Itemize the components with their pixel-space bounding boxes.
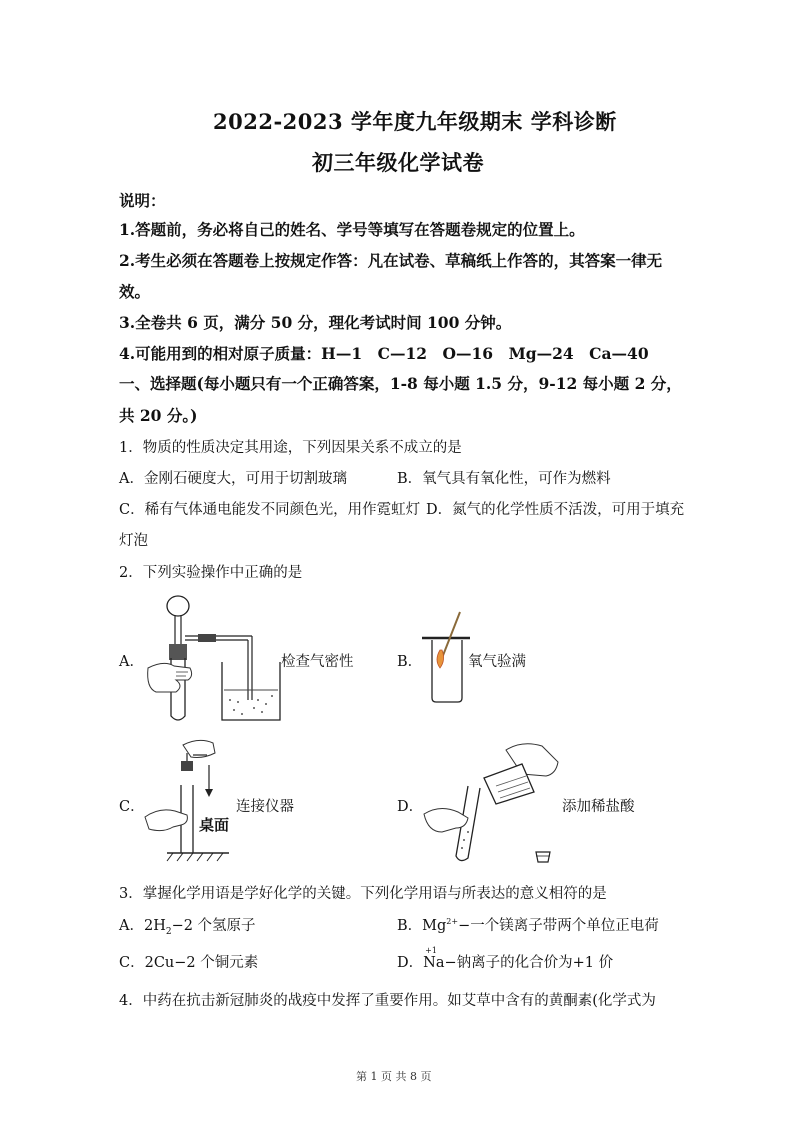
q2-caption-b: 氧气验满: [468, 654, 526, 670]
q3-option-d: [397, 946, 614, 972]
q3-option-b-pre: B．Mg: [397, 918, 447, 934]
q3-option-d-symbol: Na: [423, 955, 445, 971]
q1-option-d: D．氮气的化学性质不活泼，可用于填充: [426, 502, 685, 518]
q2-label-c: C．: [119, 799, 145, 815]
instruction-4: 4.可能用到的相对原子质量：H—1 C—12 O—16 Mg—24 Ca—40: [119, 344, 649, 363]
q3-option-b: [397, 914, 659, 935]
desk-label: 桌面: [199, 816, 230, 834]
page-footer: 第 1 页 共 8 页: [356, 1070, 432, 1083]
exam-title: 2022-2023 学年度九年级期末 学科诊断: [213, 109, 617, 134]
q1-option-a: A．金刚石硬度大，可用于切割玻璃: [119, 471, 347, 487]
q3-option-c: C．2Cu−2 个铜元素: [119, 955, 259, 971]
instruction-2: 2.考生必须在答题卷上按规定作答：凡在试卷、草稿纸上作答的，其答案一律无: [119, 251, 663, 270]
instructions-heading: 说明：: [119, 191, 166, 210]
q3-option-a: [119, 914, 256, 935]
connect-apparatus-figure: [143, 735, 233, 865]
airtightness-check-figure: [140, 592, 282, 726]
q3-option-a-pre: A．2H: [119, 918, 166, 934]
section-heading: 一、选择题(每小题只有一个正确答案，1-8 每小题 1.5 分，9-12 每小题 2 分，: [119, 374, 682, 393]
q2-caption-c: 连接仪器: [236, 799, 294, 815]
q2-label-b: B．: [397, 654, 423, 670]
instruction-3: 3.全卷共 6 页，满分 50 分，理化考试时间 100 分钟。: [119, 313, 512, 332]
q2-stem: 2．下列实验操作中正确的是: [119, 565, 303, 581]
section-heading-cont: 共 20 分。): [119, 406, 198, 425]
q3-stem: 3．掌握化学用语是学好化学的关键。下列化学用语与所表达的意义相符的是: [119, 886, 607, 902]
add-acid-figure: [422, 740, 562, 866]
q3-option-d-sup: +1: [425, 946, 437, 955]
instruction-1: 1.答题前，务必将自己的姓名、学号等填写在答题卷规定的位置上。: [119, 220, 585, 239]
q1-stem: 1．物质的性质决定其用途，下列因果关系不成立的是: [119, 440, 462, 456]
q3-option-b-sup: 2+: [446, 917, 459, 927]
oxygen-test-figure: [420, 610, 472, 706]
q3-option-d-pre: D．: [397, 955, 424, 971]
q2-label-a: A．: [119, 654, 144, 670]
q1-option-b: B．氧气具有氧化性，可作为燃料: [397, 471, 611, 487]
q1-option-c: C．稀有气体通电能发不同颜色光，用作霓虹灯: [119, 502, 421, 518]
q3-option-d-post: −钠离子的化合价为+1 价: [444, 955, 614, 971]
q2-caption-d: 添加稀盐酸: [562, 799, 635, 815]
exam-subtitle: 初三年级化学试卷: [312, 150, 484, 175]
q2-caption-a: 检查气密性: [281, 654, 354, 670]
q2-label-d: D．: [397, 799, 424, 815]
q3-option-a-sub: 2: [165, 926, 172, 937]
q3-option-b-post: −一个镁离子带两个单位正电荷: [458, 918, 659, 934]
q1-option-d-cont: 灯泡: [119, 533, 148, 549]
q3-option-a-post: −2 个氢原子: [171, 918, 256, 934]
q4-stem: 4．中药在抗击新冠肺炎的战疫中发挥了重要作用。如艾草中含有的黄酮素(化学式为: [119, 993, 656, 1009]
instruction-2-cont: 效。: [119, 282, 151, 301]
